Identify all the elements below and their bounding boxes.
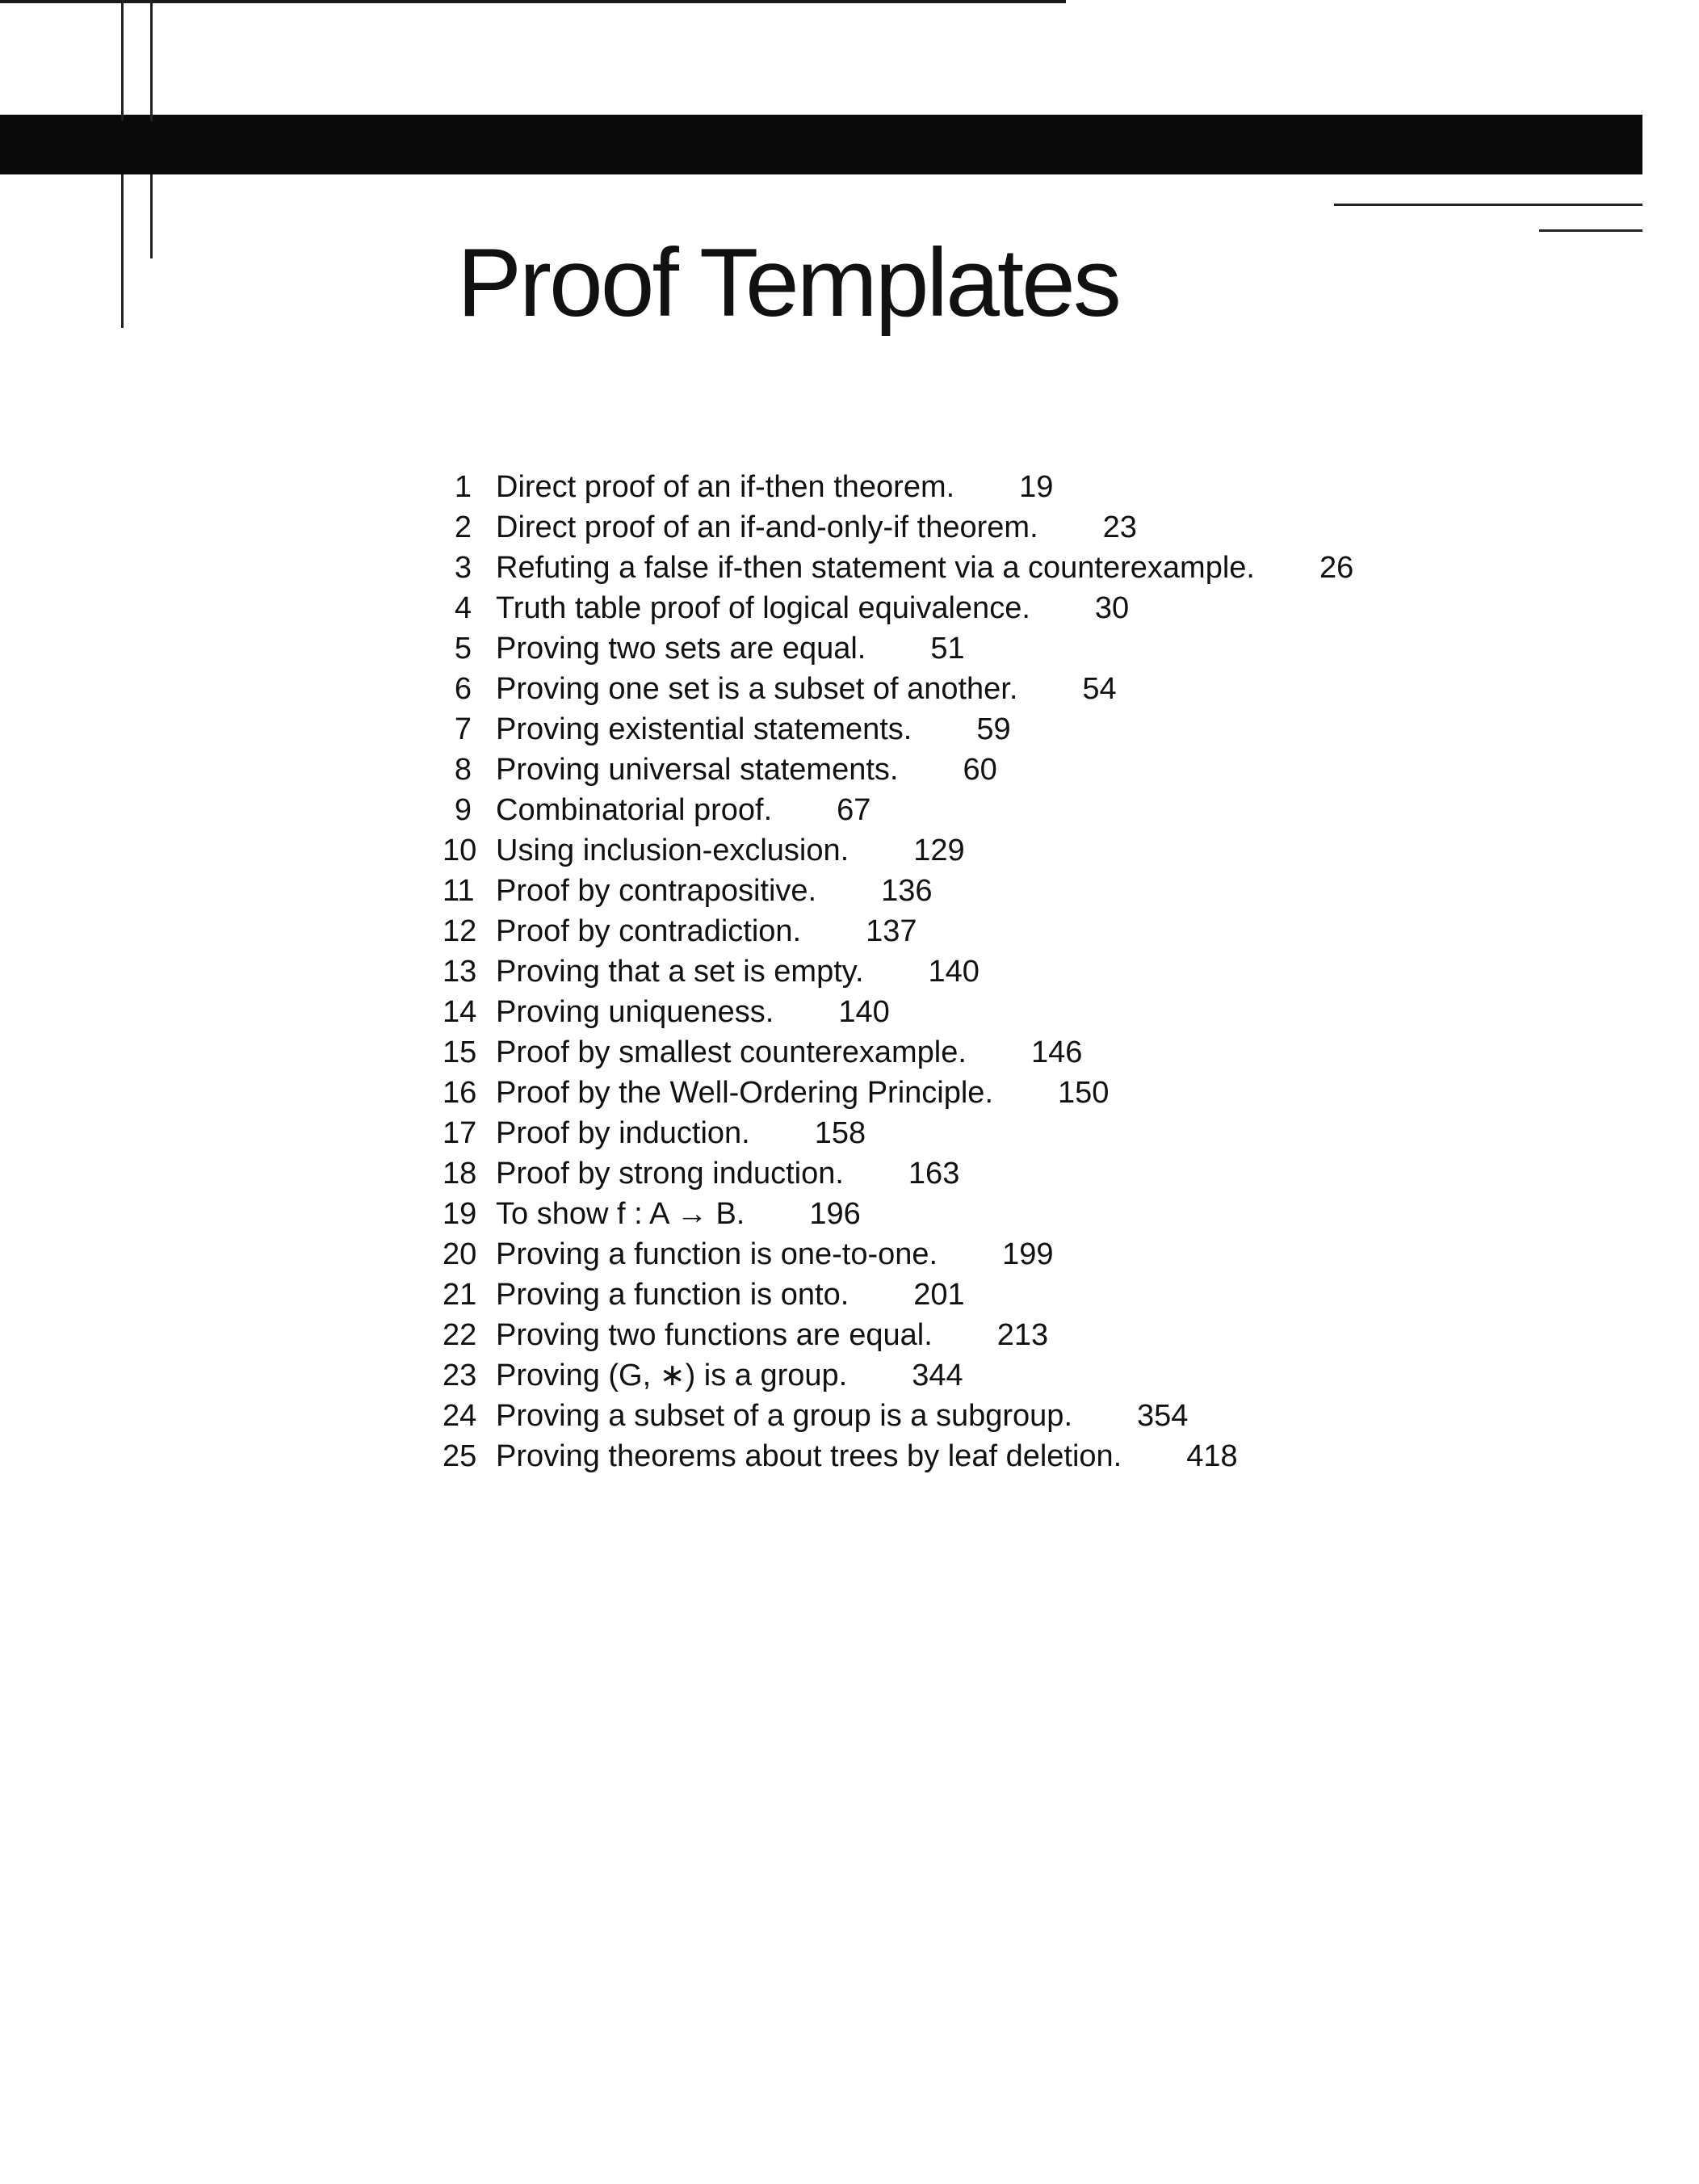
- template-number: 3: [454, 551, 472, 585]
- header-bar: [0, 115, 1642, 174]
- template-number: 1: [454, 470, 472, 504]
- page-number: 196: [809, 1197, 861, 1231]
- binding-line: [121, 0, 124, 121]
- page-number: 344: [912, 1359, 963, 1392]
- template-title: Proof by contrapositive.: [496, 874, 817, 908]
- page-number: 137: [866, 914, 917, 948]
- list-item: [443, 992, 1353, 1032]
- list-item: [443, 588, 1353, 628]
- binding-line: [121, 174, 124, 328]
- page-number: 67: [837, 793, 871, 827]
- template-title: Proving a subset of a group is a subgroup.: [496, 1399, 1073, 1433]
- list-item: [443, 467, 1353, 507]
- template-number: 23: [443, 1359, 477, 1392]
- list-item: [443, 1073, 1353, 1113]
- template-number: 5: [454, 632, 472, 666]
- list-item: [443, 548, 1353, 588]
- template-title: Proving a function is onto.: [496, 1278, 850, 1312]
- template-number: 11: [443, 874, 475, 908]
- list-item: [443, 507, 1353, 548]
- binding-line: [150, 174, 153, 258]
- page-number: 30: [1094, 591, 1130, 625]
- rule-line: [1539, 229, 1642, 232]
- template-title: Proving one set is a subset of another.: [496, 672, 1018, 706]
- template-title: Proof by the Well-Ordering Principle.: [496, 1076, 993, 1110]
- page-number: 163: [908, 1157, 960, 1191]
- template-number: 19: [443, 1197, 477, 1231]
- template-number: 9: [454, 793, 472, 827]
- template-title: Combinatorial proof.: [496, 793, 773, 827]
- template-title: Proof by strong induction.: [496, 1157, 844, 1191]
- page-number: 150: [1058, 1076, 1110, 1110]
- template-title: Proving existential statements.: [496, 712, 912, 746]
- template-number: 14: [443, 995, 477, 1029]
- page-number: 51: [930, 632, 965, 666]
- template-title: Using inclusion-exclusion.: [496, 834, 850, 867]
- page-title: Proof Templates: [457, 229, 1119, 337]
- list-item: [443, 871, 1353, 911]
- template-number: 8: [454, 753, 472, 787]
- list-item: [443, 911, 1353, 951]
- page-number: 201: [913, 1278, 965, 1312]
- page-number: 158: [814, 1116, 866, 1150]
- list-item: [443, 1315, 1353, 1355]
- list-item: [443, 1275, 1353, 1315]
- template-number: 6: [454, 672, 472, 706]
- template-list: [443, 467, 1353, 1476]
- template-number: 24: [443, 1399, 477, 1433]
- page-number: 23: [1102, 510, 1137, 544]
- list-item: [443, 1032, 1353, 1073]
- template-title: Truth table proof of logical equivalence.: [496, 591, 1030, 625]
- template-number: 13: [443, 955, 477, 989]
- list-item: [443, 951, 1353, 992]
- list-item: [443, 1194, 1353, 1234]
- binding-line: [150, 0, 153, 121]
- list-item: [443, 790, 1353, 830]
- template-title: Proving a function is one-to-one.: [496, 1237, 938, 1271]
- list-item: [443, 1355, 1353, 1396]
- template-title: Direct proof of an if-then theorem.: [496, 470, 955, 504]
- template-title: Proof by induction.: [496, 1116, 750, 1150]
- template-number: 21: [443, 1278, 477, 1312]
- template-title: Proving two sets are equal.: [496, 632, 866, 666]
- template-title: Refuting a false if-then statement via a counterexample.: [496, 551, 1255, 585]
- template-title: Proving universal statements.: [496, 753, 899, 787]
- template-number: 22: [443, 1318, 477, 1352]
- template-number: 7: [454, 712, 472, 746]
- template-title: Proving (G, ∗) is a group.: [496, 1359, 848, 1392]
- page-number: 60: [963, 753, 997, 787]
- list-item: [443, 628, 1353, 669]
- page-number: 136: [881, 874, 933, 908]
- page-number: 199: [1002, 1237, 1054, 1271]
- template-number: 12: [443, 914, 477, 948]
- rule-line: [1334, 204, 1642, 206]
- template-title: Proving uniqueness.: [496, 995, 774, 1029]
- list-item: [443, 709, 1353, 750]
- list-item: [443, 1396, 1353, 1436]
- page-number: 146: [1030, 1035, 1083, 1069]
- list-item: [443, 1113, 1353, 1153]
- list-item: [443, 669, 1353, 709]
- list-item: [443, 750, 1353, 790]
- template-number: 15: [443, 1035, 477, 1069]
- template-number: 20: [443, 1237, 477, 1271]
- template-title: Proof by contradiction.: [496, 914, 802, 948]
- template-title: Proof by smallest counterexample.: [496, 1035, 967, 1069]
- template-number: 25: [443, 1439, 477, 1473]
- list-item: [443, 1436, 1353, 1476]
- list-item: [443, 1153, 1353, 1194]
- page-number: 418: [1186, 1439, 1238, 1473]
- page-number: 354: [1137, 1399, 1189, 1433]
- template-title: Proving that a set is empty.: [496, 955, 864, 989]
- page-number: 26: [1319, 551, 1354, 585]
- page-number: 140: [928, 955, 980, 989]
- template-title: To show f : A → B.: [496, 1197, 745, 1231]
- template-title: Proving theorems about trees by leaf deletion.: [496, 1439, 1122, 1473]
- template-number: 10: [443, 834, 477, 867]
- list-item: [443, 830, 1353, 871]
- page-number: 59: [976, 712, 1011, 746]
- template-number: 18: [443, 1157, 477, 1191]
- page-number: 54: [1082, 672, 1117, 706]
- template-number: 4: [454, 591, 472, 625]
- template-title: Direct proof of an if-and-only-if theorem.: [496, 510, 1038, 544]
- page-number: 19: [1019, 470, 1054, 504]
- template-number: 17: [443, 1116, 477, 1150]
- scan-edge-line: [0, 0, 1066, 3]
- page-number: 140: [838, 995, 890, 1029]
- list-item: [443, 1234, 1353, 1275]
- template-number: 2: [454, 510, 472, 544]
- template-title: Proving two functions are equal.: [496, 1318, 933, 1352]
- template-number: 16: [443, 1076, 477, 1110]
- page-number: 129: [913, 834, 965, 867]
- page-number: 213: [996, 1318, 1049, 1352]
